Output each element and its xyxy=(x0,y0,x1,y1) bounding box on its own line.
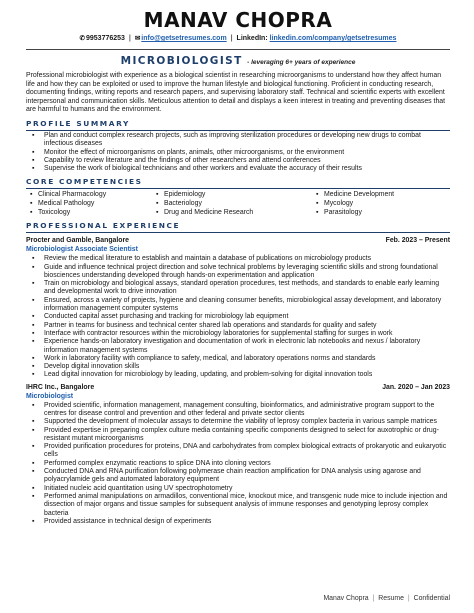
list-item: ▪ Review the medical literature to establish and maintain a database of publications on microbiology products xyxy=(26,255,450,263)
job-dates: Jan. 2020 – Jan 2023 xyxy=(382,383,450,391)
list-item: ▪ Supervise the work of biological technicians and other workers and evaluate the accuracy of their results xyxy=(26,165,450,173)
competencies-grid xyxy=(26,191,450,217)
job-title: MICROBIOLOGIST xyxy=(120,55,243,67)
phone-icon: ✆ xyxy=(79,35,85,42)
list-item: ▪ Train on microbiology and biological assays, standard operation procedures, test methods, and standards to enable early learning and developmental work to drive innovation xyxy=(26,280,450,297)
list-item: ▪ Performed animal manipulations on armadillos, conventional mice, knockout mice, and transgenic nude mice to include injection and dissection of major organs and tissue samples for subsequent analysis of immune responses and genotyping leprosy complex bacteria xyxy=(26,493,450,518)
list-item: ▪ Partner in teams for business and technical center shared lab operations and standards for quality and safety xyxy=(26,322,450,330)
list-item: ▪ Capability to review literature and the findings of other researchers and attend conferences xyxy=(26,157,450,165)
list-item: ▪ Provided assistance in technical design of experiments xyxy=(26,518,450,526)
header-rule xyxy=(26,49,450,50)
competency-item: ▪ Toxicology xyxy=(26,209,152,218)
list-item: ▪ Provided scientific, information management, management consulting, bioinformatics, and administrative program support to the centres for disease control and prevention and other federal and private sector clients xyxy=(26,402,450,419)
list-item: ▪ Conducted DNA and RNA purification following polymerase chain reaction amplification for DNA analysis using agarose and polyacrylamide gels and automated laboratory equipment xyxy=(26,468,450,485)
competency-item: ▪ Parasitology xyxy=(312,209,442,218)
list-item: ▪ Work in laboratory facility with compliance to safety, medical, and laboratory operations norms and standards xyxy=(26,355,450,363)
job-header xyxy=(26,383,450,392)
list-item: ▪ Lead digital innovation for microbiology by leading, updating, and problem-solving for digital innovation tools xyxy=(26,371,450,379)
job-role: Microbiologist Associate Scientist xyxy=(26,246,138,254)
phone-number: 9953776253 xyxy=(86,35,125,42)
job-title-line xyxy=(26,54,450,69)
job-tagline: - leveraging 6+ years of experience xyxy=(247,59,356,66)
competency-item: ▪ Epidemiology xyxy=(152,191,312,200)
company-name: Procter and Gamble, Bangalore xyxy=(26,237,130,245)
competency-column xyxy=(152,191,312,217)
contact-separator: | xyxy=(128,35,131,42)
job-role: Microbiologist xyxy=(26,392,74,400)
job-duties-list xyxy=(26,255,450,379)
list-item: ▪ Performed complex enzymatic reactions to splice DNA into cloning vectors xyxy=(26,460,450,468)
list-item: ▪ Guide and influence technical project direction and solve technical problems by leveraging scientific skills and strong foundational biosciences understanding developed through hands-on experimentation and application xyxy=(26,264,450,281)
competency-column xyxy=(312,191,442,217)
profile-summary-list xyxy=(26,132,450,173)
contact-separator: | xyxy=(230,35,233,42)
list-item: ▪ Provided purification procedures for proteins, DNA and carbohydrates from complex biological extracts of prokaryotic and eukaryotic cells xyxy=(26,443,450,460)
competency-item: ▪ Medical Pathology xyxy=(26,200,152,209)
linkedin-label: LinkedIn: xyxy=(236,35,268,42)
job-duties-list xyxy=(26,402,450,526)
list-item: ▪ Initiated nucleic acid quantitation using UV spectrophotometry xyxy=(26,485,450,493)
footer-name: Manav Chopra xyxy=(323,595,369,602)
footer-doc-type: Resume xyxy=(378,595,404,602)
list-item: ▪ Provided expertise in preparing complex culture media containing specific components designed to select for auxotrophic or drug-resistant mutant microorganisms xyxy=(26,427,450,444)
email-icon: ✉ xyxy=(134,35,141,42)
email-link[interactable]: info@getsetresumes.com xyxy=(141,35,227,42)
linkedin-link[interactable]: linkedin.com/company/getsetresumes xyxy=(269,35,397,42)
competency-item: ▪ Drug and Medicine Research xyxy=(152,209,312,218)
competency-item: ▪ Medicine Development xyxy=(312,191,442,200)
footer-separator: | xyxy=(407,595,410,602)
page-footer xyxy=(0,594,450,603)
list-item: ▪ Interface with contractor resources within the microbiology laboratories for supplemental staffing for surges in work xyxy=(26,330,450,338)
list-item: ▪ Monitor the effect of microorganisms on plants, animals, other microorganisms, or the environment xyxy=(26,149,450,157)
professional-experience-heading: PROFESSIONAL EXPERIENCE xyxy=(26,221,450,233)
list-item: ▪ Supported the development of molecular assays to determine the viability of leprosy complex bacteria in various sample matrices xyxy=(26,418,450,426)
job-dates: Feb. 2023 – Present xyxy=(385,237,450,245)
list-item: ▪ Plan and conduct complex research projects, such as improving sterilization procedures or developing new drugs to combat infectious diseases xyxy=(26,132,450,149)
list-item: ▪ Develop digital innovation skills xyxy=(26,363,450,371)
company-name: IHRC Inc., Bangalore xyxy=(26,383,95,391)
candidate-name: MANAV CHOPRA xyxy=(143,8,333,32)
footer-separator: | xyxy=(372,595,375,602)
summary-paragraph: Professional microbiologist with experience as a biological scientist in researching microorganisms to understand how they affect human life and how they can be exploited or used to improve the human lifestyle and biological functioning. Proficient in conducting research, documenting findings, writing reports and research papers, and supervising laboratory staff. Technical and scientific experts with excellent interpersonal and communication skills. Meticulous attention to detail and displays a keen interest in treating and preventing diseases that are harmful to humans and the environment. xyxy=(26,72,446,114)
competency-item: ▪ Clinical Pharmacology xyxy=(26,191,152,200)
profile-summary-heading: PROFILE SUMMARY xyxy=(26,119,450,131)
competency-item: ▪ Bacteriology xyxy=(152,200,312,209)
list-item: ▪ Experience hands-on laboratory investigation and documentation of work in electronic lab notebooks and nexus / laboratory information management systems xyxy=(26,338,450,355)
job-header xyxy=(26,236,450,245)
footer-confidentiality: Confidential xyxy=(413,595,450,602)
competency-item: ▪ Mycology xyxy=(312,200,442,209)
core-competencies-heading: CORE COMPETENCIES xyxy=(26,177,450,189)
competency-column xyxy=(26,191,152,217)
list-item: ▪ Conducted capital asset purchasing and tracking for microbiology lab equipment xyxy=(26,313,450,321)
list-item: ▪ Ensured, across a variety of projects, hygiene and cleaning consumer benefits, microbiological assay development, and laboratory information management computer systems xyxy=(26,297,450,314)
contact-line xyxy=(26,34,450,44)
